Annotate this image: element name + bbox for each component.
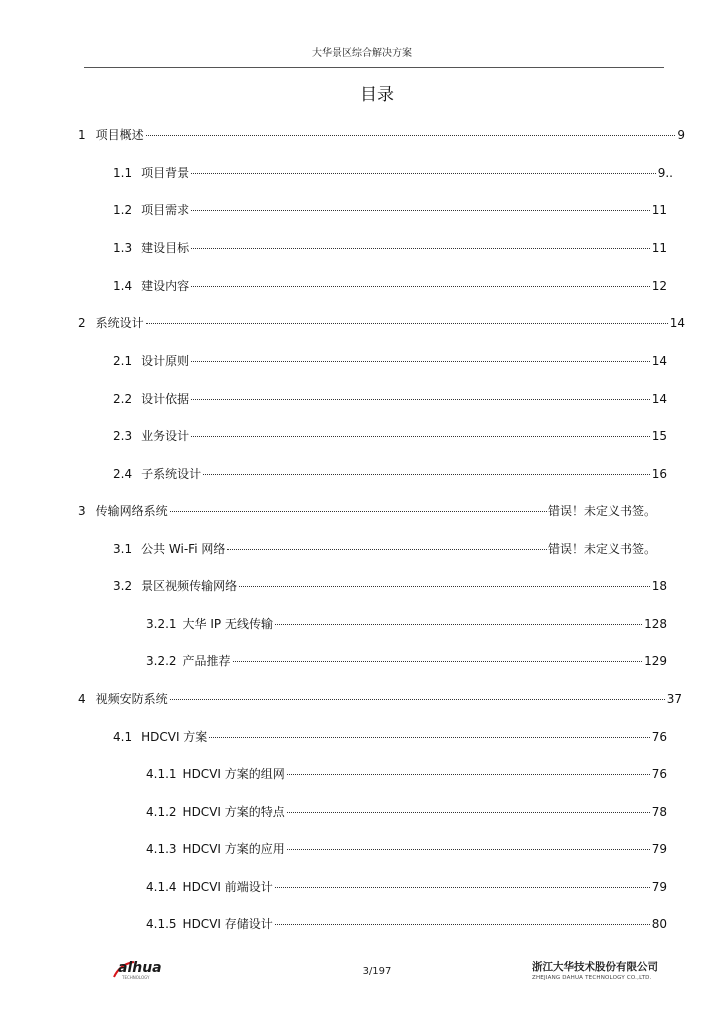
toc-entry[interactable] <box>113 578 667 594</box>
toc-leader-dots <box>275 887 650 888</box>
toc-entry-label: HDCVI 存储设计 <box>182 917 273 931</box>
toc-entry-label: 公共 Wi-Fi 网络 <box>141 542 226 556</box>
toc-entry-number: 4.1.5 <box>146 917 177 931</box>
toc-entry-page: 12 <box>651 279 667 293</box>
toc-entry-label: 子系统设计 <box>141 467 202 481</box>
toc-entry-page: 128 <box>644 617 667 631</box>
toc-entry-number: 2 <box>78 316 86 330</box>
toc-leader-dots <box>203 474 650 475</box>
toc-entry-label: 建设内容 <box>141 279 190 293</box>
toc-entry[interactable] <box>146 879 667 895</box>
toc-leader-dots <box>191 361 650 362</box>
toc-entry-page: 11 <box>651 241 667 255</box>
toc-entry[interactable] <box>146 616 667 632</box>
toc-entry-number: 3.2.2 <box>146 654 177 668</box>
toc-entry-label: 设计依据 <box>141 392 190 406</box>
toc-entry-page: 14 <box>651 354 667 368</box>
toc-entry-label: 项目背景 <box>141 166 190 180</box>
toc-entry[interactable] <box>113 391 667 407</box>
toc-entry[interactable] <box>78 691 682 707</box>
toc-entry-page: 14 <box>669 316 685 330</box>
toc-entry[interactable] <box>78 503 656 519</box>
toc-title: 目录 <box>360 85 394 105</box>
toc-entry-page: 9 <box>677 128 685 142</box>
toc-entry[interactable] <box>113 353 667 369</box>
toc-entry-label: 系统设计 <box>95 316 144 330</box>
header-title: 大华景区综合解决方案 <box>312 48 412 59</box>
toc-entry-label: 项目概述 <box>95 128 144 142</box>
toc-leader-dots <box>227 549 547 550</box>
toc-entry-number: 2.1 <box>113 354 133 368</box>
toc-leader-dots <box>191 248 650 249</box>
toc-leader-dots <box>191 173 656 174</box>
toc-entry-number: 4.1 <box>113 730 133 744</box>
toc-entry[interactable] <box>78 315 685 331</box>
logo-wordmark: alhua <box>118 960 162 976</box>
toc-entry-label: HDCVI 前端设计 <box>182 880 273 894</box>
toc-entry-label: 传输网络系统 <box>95 504 168 518</box>
toc-leader-dots <box>275 624 642 625</box>
toc-entry-label: 建设目标 <box>141 241 190 255</box>
toc-entry-page: 79 <box>651 842 667 856</box>
toc-leader-dots <box>239 586 650 587</box>
toc-entry[interactable] <box>146 804 667 820</box>
toc-entry-number: 4 <box>78 692 86 706</box>
toc-entry-page: 11 <box>651 203 667 217</box>
toc-entry[interactable] <box>113 240 667 256</box>
logo-subtext: TECHNOLOGY <box>122 975 150 980</box>
toc-entry-label: HDCVI 方案的特点 <box>182 805 285 819</box>
toc-entry-page: 15 <box>651 429 667 443</box>
toc-entry-number: 4.1.3 <box>146 842 177 856</box>
toc-entry[interactable] <box>146 841 667 857</box>
toc-leader-dots <box>170 699 665 700</box>
company-name <box>532 959 667 981</box>
toc-entry-page: 37 <box>666 692 682 706</box>
toc-entry-page: 78 <box>651 805 667 819</box>
toc-entry-page: 76 <box>651 730 667 744</box>
toc-leader-dots <box>233 661 643 662</box>
toc-entry-number: 1.4 <box>113 279 133 293</box>
toc-entry-number: 4.1.2 <box>146 805 177 819</box>
toc-leader-dots <box>146 135 676 136</box>
toc-entry[interactable] <box>146 653 667 669</box>
toc-leader-dots <box>191 286 650 287</box>
toc-entry-number: 4.1.1 <box>146 767 177 781</box>
toc-entry-label: 景区视频传输网络 <box>141 579 238 593</box>
toc-entry-page: 80 <box>651 917 667 931</box>
toc-leader-dots <box>287 774 650 775</box>
toc-entry-label: HDCVI 方案的应用 <box>182 842 285 856</box>
toc-leader-dots <box>191 399 650 400</box>
toc-entry-number: 4.1.4 <box>146 880 177 894</box>
toc-entry[interactable] <box>113 278 667 294</box>
toc-entry-number: 1.2 <box>113 203 133 217</box>
toc-entry-number: 3.1 <box>113 542 133 556</box>
toc-entry[interactable] <box>113 428 667 444</box>
toc-entry[interactable] <box>78 127 685 143</box>
toc-entry-label: 视频安防系统 <box>95 692 168 706</box>
toc-leader-dots <box>275 924 650 925</box>
toc-entry-label: HDCVI 方案的组网 <box>182 767 285 781</box>
header-divider <box>84 67 664 68</box>
toc-entry-page: 18 <box>651 579 667 593</box>
toc-entry-number: 1 <box>78 128 86 142</box>
company-name-en: ZHEJIANG DAHUA TECHNOLOGY CO.,LTD. <box>532 975 652 981</box>
toc-entry-number: 1.3 <box>113 241 133 255</box>
toc-entry-label: 大华 IP 无线传输 <box>182 617 273 631</box>
toc-leader-dots <box>170 511 547 512</box>
toc-entry-page: 错误！未定义书签。 <box>547 504 656 518</box>
toc-leader-dots <box>191 210 650 211</box>
toc-entry-page: 16 <box>651 467 667 481</box>
toc-entry[interactable] <box>113 165 673 181</box>
page-number: 3/197 <box>362 966 392 977</box>
toc-entry-page: 9.. <box>657 166 673 180</box>
toc-entry-label: 产品推荐 <box>182 654 231 668</box>
toc-entry-number: 1.1 <box>113 166 133 180</box>
toc-entry-label: 项目需求 <box>141 203 190 217</box>
toc-entry[interactable] <box>146 766 667 782</box>
toc-entry[interactable] <box>113 202 667 218</box>
toc-entry-page: 错误！未定义书签。 <box>547 542 656 556</box>
company-name-cn: 浙江大华技术股份有限公司 <box>532 961 658 973</box>
toc-entry-number: 2.4 <box>113 467 133 481</box>
toc-entry-page: 129 <box>644 654 667 668</box>
toc-leader-dots <box>287 849 650 850</box>
toc-entry-number: 2.3 <box>113 429 133 443</box>
toc-entry-page: 14 <box>651 392 667 406</box>
toc-entry-label: HDCVI 方案 <box>141 730 208 744</box>
toc-leader-dots <box>287 812 650 813</box>
toc-entry-label: 设计原则 <box>141 354 190 368</box>
toc-entry-number: 3.2.1 <box>146 617 177 631</box>
toc-entry[interactable] <box>146 916 667 932</box>
toc-leader-dots <box>209 737 649 738</box>
toc-entry-number: 3.2 <box>113 579 133 593</box>
toc-entry[interactable] <box>113 466 667 482</box>
toc-leader-dots <box>191 436 650 437</box>
toc-entry-page: 79 <box>651 880 667 894</box>
toc-leader-dots <box>146 323 668 324</box>
toc-entry-number: 3 <box>78 504 86 518</box>
toc-entry[interactable] <box>113 541 656 557</box>
toc-entry-page: 76 <box>651 767 667 781</box>
toc-entry-number: 2.2 <box>113 392 133 406</box>
toc-entry[interactable] <box>113 729 667 745</box>
toc-entry-label: 业务设计 <box>141 429 190 443</box>
